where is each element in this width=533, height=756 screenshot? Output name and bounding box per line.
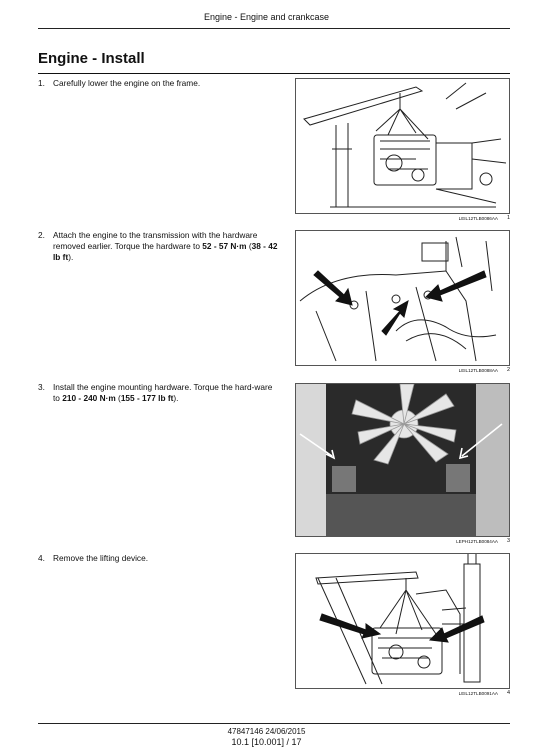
step-1 (38, 78, 278, 89)
figure-1 (295, 78, 510, 221)
figure-2 (295, 230, 510, 373)
lifting-device-illustration (296, 554, 509, 688)
torque-nm: 52 - 57 N·m (202, 241, 247, 251)
figure-image (295, 383, 510, 537)
figure-caption: LEIL12TLB0091AA 4 (458, 690, 510, 696)
figure-number: 4 (506, 690, 510, 696)
step-number: 1. (38, 78, 45, 88)
torque-lbft: 38 - 42 lb ft (53, 241, 278, 262)
step-number: 3. (38, 382, 45, 392)
document-reference: 47847146 24/06/2015 (227, 727, 306, 736)
step-2 (38, 230, 278, 263)
title-rule (38, 73, 510, 74)
figure-number: 3 (506, 538, 510, 544)
transmission-bolts-illustration (296, 231, 509, 365)
step-4 (38, 553, 278, 564)
step-text: Attach the engine to the transmission with the hardware removed earlier. Torque the hardware to 52 - 57 N·m (38 - 42 lb ft). (53, 230, 278, 262)
figure-3 (295, 383, 510, 544)
torque-lbft: 155 - 177 lb ft (120, 393, 174, 403)
header-rule (38, 28, 510, 29)
figure-image (295, 78, 510, 214)
figure-image (295, 230, 510, 366)
step-3 (38, 382, 278, 404)
footer-rule (38, 723, 510, 724)
engine-mount-photo (296, 384, 509, 536)
step-text: Carefully lower the engine on the frame. (53, 78, 201, 88)
torque-nm: 210 - 240 N·m (62, 393, 116, 403)
page-title: Engine - Install (38, 50, 145, 67)
step-number: 4. (38, 553, 45, 563)
engine-hoist-illustration (296, 79, 509, 213)
figure-number: 1 (506, 215, 510, 221)
figure-4 (295, 553, 510, 696)
figure-caption: LEIL12TLB0088AA 2 (458, 367, 510, 373)
figure-number: 2 (506, 367, 510, 373)
figure-caption: LEPH12TLB0084AA 3 (456, 538, 510, 544)
step-text: Remove the lifting device. (53, 553, 149, 563)
figure-image (295, 553, 510, 689)
step-number: 2. (38, 230, 45, 240)
page-reference: 10.1 [10.001] / 17 (231, 737, 302, 747)
step-text: Install the engine mounting hardware. Torque the hard-ware to 210 - 240 N·m (155 - 177 lb ft). (53, 382, 273, 403)
running-header: Engine - Engine and crankcase (203, 12, 330, 22)
figure-caption: LEIL12TLB0086AA 1 (458, 215, 510, 221)
